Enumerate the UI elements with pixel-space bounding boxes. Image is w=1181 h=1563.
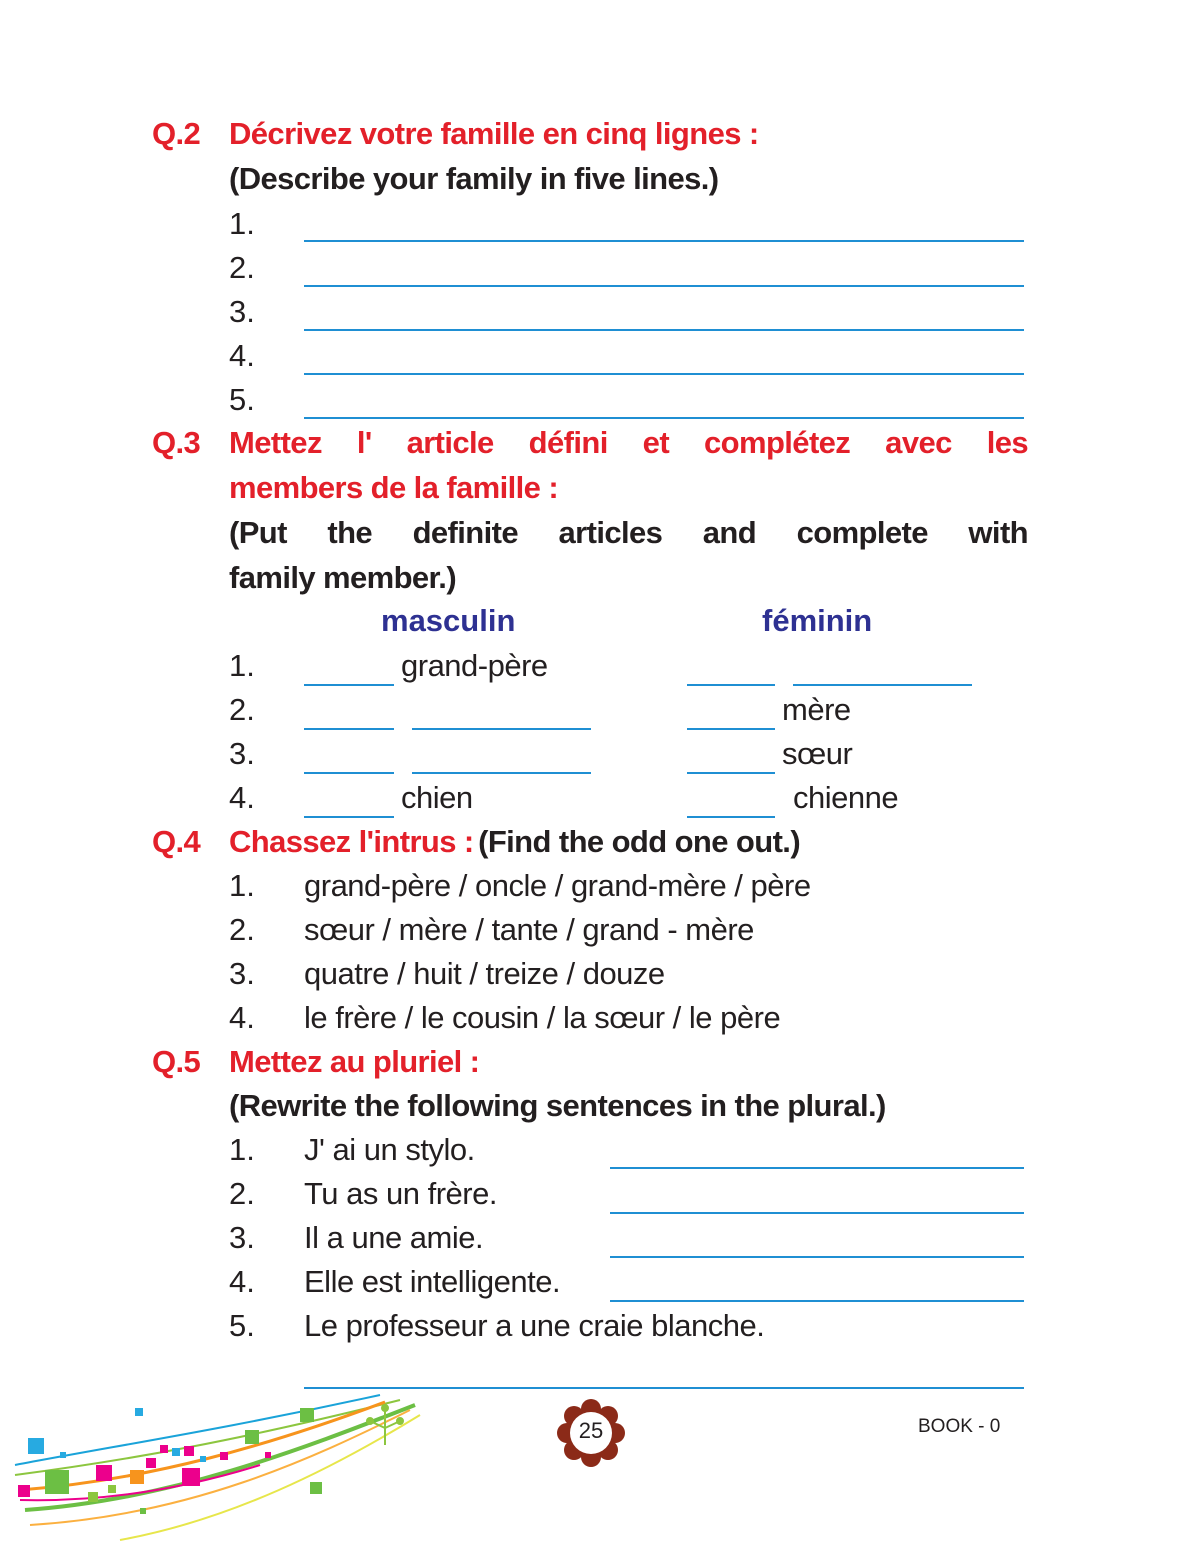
answer-line[interactable] [304,373,1024,375]
article-blank[interactable] [304,816,394,818]
word-blank[interactable] [793,684,972,686]
q4-title: Chassez l'intrus : [229,824,474,859]
word-blank[interactable] [412,728,591,730]
article-blank[interactable] [687,728,775,730]
q2-title: Décrivez votre famille en cinq lignes : [229,116,759,151]
q4-item-text: le frère / le cousin / la sœur / le père [304,1000,781,1035]
q3-row-number: 3. [229,736,255,771]
answer-line[interactable] [304,240,1024,242]
q5-title: Mettez au pluriel : [229,1044,480,1079]
article-blank[interactable] [304,684,394,686]
q3-row-number: 4. [229,780,255,815]
decorative-swoosh-graphic [0,1390,440,1560]
q3-row-number: 2. [229,692,255,727]
q3-masc-word: chien [401,780,473,815]
q5-item-text: Il a une amie. [304,1220,484,1255]
word-blank[interactable] [412,772,591,774]
q4-item-text: quatre / huit / treize / douze [304,956,665,991]
book-label: BOOK - 0 [918,1416,1001,1437]
answer-line[interactable] [610,1212,1024,1214]
q2-item-number: 2. [229,250,255,285]
q4-item-number: 3. [229,956,255,991]
answer-line[interactable] [304,1387,1024,1389]
answer-line[interactable] [304,285,1024,287]
q2-item-number: 1. [229,206,255,241]
q3-number: Q.3 [152,425,201,460]
answer-line[interactable] [304,417,1024,419]
q3-row-number: 1. [229,648,255,683]
q5-item-number: 2. [229,1176,255,1211]
q2-subtitle: (Describe your family in five lines.) [229,161,719,196]
q4-item-number: 2. [229,912,255,947]
q3-subtitle-line2: family member.) [229,560,457,595]
article-blank[interactable] [687,772,775,774]
answer-line[interactable] [610,1300,1024,1302]
q5-item-number: 1. [229,1132,255,1167]
q4-number: Q.4 [152,824,201,859]
column-heading-feminin: féminin [762,603,873,638]
article-blank[interactable] [304,772,394,774]
q2-number: Q.2 [152,116,201,151]
page-number: 25 [578,1418,604,1443]
q5-item-text: Elle est intelligente. [304,1264,561,1299]
q3-fem-word: sœur [782,736,853,771]
q5-item-number: 5. [229,1308,255,1343]
article-blank[interactable] [687,684,775,686]
q3-masc-word: grand-père [401,648,548,683]
q4-item-number: 4. [229,1000,255,1035]
q4-subtitle: (Find the odd one out.) [478,824,801,859]
q3-title-line1: Mettez l' article défini et complétez avec les [229,425,1028,460]
q2-item-number: 3. [229,294,255,329]
q3-fem-word: chienne [793,780,899,815]
q5-item-text: Tu as un frère. [304,1176,497,1211]
answer-line[interactable] [304,329,1024,331]
q5-item-text: J' ai un stylo. [304,1132,475,1167]
q4-item-text: sœur / mère / tante / grand - mère [304,912,754,947]
article-blank[interactable] [304,728,394,730]
q3-fem-word: mère [782,692,851,727]
q5-item-number: 3. [229,1220,255,1255]
column-heading-masculin: masculin [381,603,516,638]
q3-subtitle-line1: (Put the definite articles and complete with [229,515,1028,550]
q4-item-text: grand-père / oncle / grand-mère / père [304,868,811,903]
q5-item-number: 4. [229,1264,255,1299]
q4-heading [229,824,800,860]
answer-line[interactable] [610,1256,1024,1258]
q3-title-line2: members de la famille : [229,470,559,505]
q4-item-number: 1. [229,868,255,903]
q5-number: Q.5 [152,1044,201,1079]
article-blank[interactable] [687,816,775,818]
answer-line[interactable] [610,1167,1024,1169]
q2-item-number: 5. [229,382,255,417]
q5-item-text: Le professeur a une craie blanche. [304,1308,765,1343]
q2-item-number: 4. [229,338,255,373]
q5-subtitle: (Rewrite the following sentences in the plural.) [229,1088,886,1123]
